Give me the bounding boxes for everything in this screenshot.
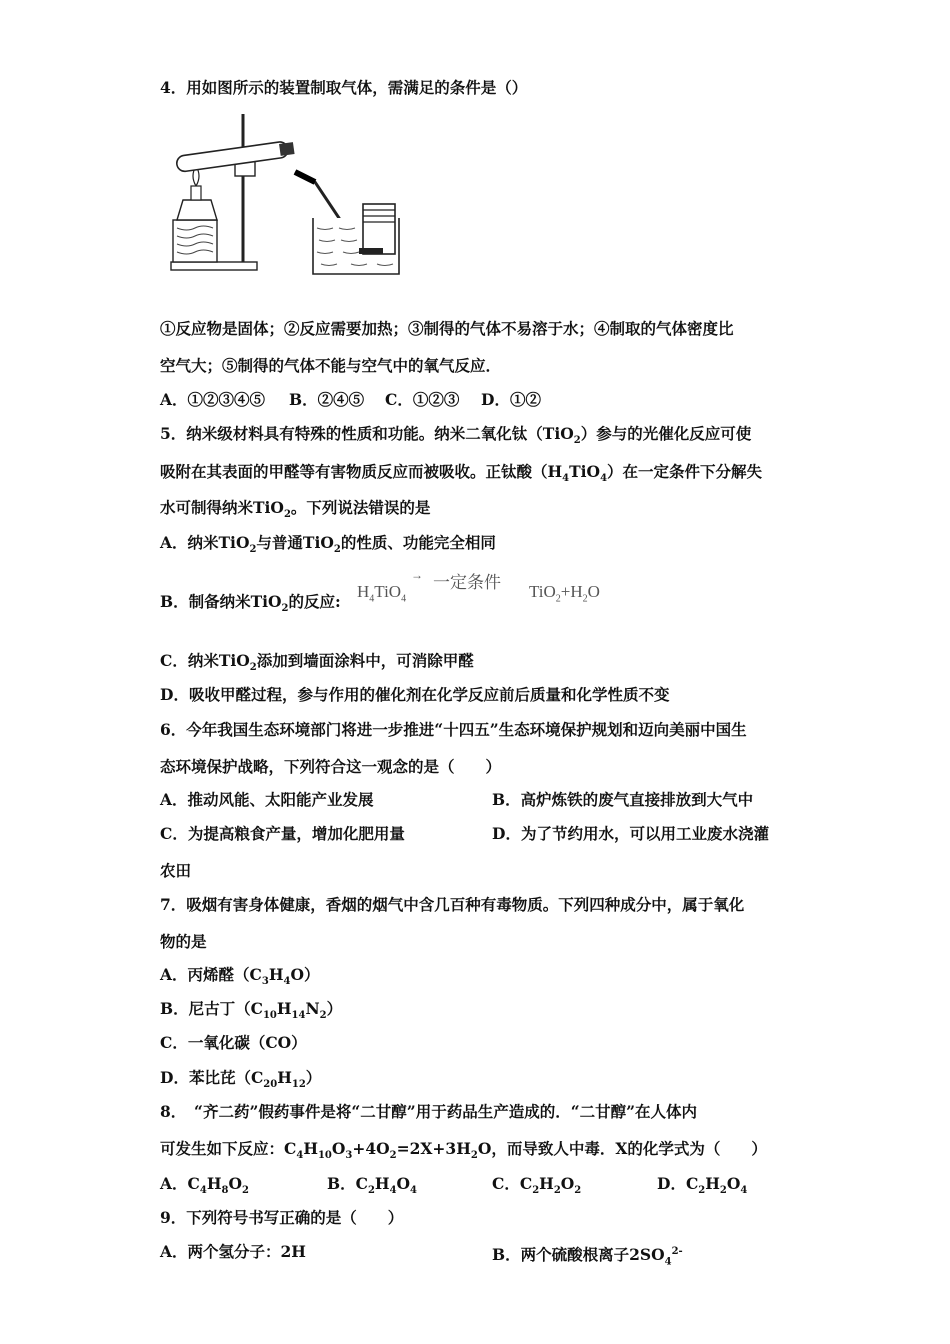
- q8-option-a[interactable]: A．$C_4H_8O_2$: [160, 1174, 249, 1197]
- q7-option-b[interactable]: B．尼古丁$(C_{10}H_{14}N_2)$: [160, 999, 343, 1022]
- eq-arrow: →: [411, 568, 423, 582]
- wooden-block: [173, 220, 217, 262]
- q8-stem-line-2: 可发生如下反应：$C_4H_{10}O_3+4O_2=2X+3H_2O$，而导致人中毒．X的化学式为（ ）: [160, 1139, 767, 1162]
- q9-stem: 9．下列符号书写正确的是（ ）: [160, 1208, 404, 1227]
- q6-option-c[interactable]: C．为提高粮食产量，增加化肥用量: [160, 824, 405, 843]
- test-tube: [176, 141, 289, 172]
- q7-option-c[interactable]: C．一氧化碳（CO）: [160, 1033, 307, 1052]
- q7-option-d[interactable]: D．苯比芘$(C_{20}H_{12})$: [160, 1068, 322, 1091]
- collection-bottle: [363, 204, 395, 254]
- gas-generation-apparatus-figure: [163, 112, 403, 277]
- eq-condition: 一定条件: [433, 573, 501, 592]
- stand-base: [171, 262, 257, 270]
- q7-stem-line-2: 物的是: [160, 932, 207, 951]
- q4-option-d[interactable]: D．①②: [481, 390, 541, 409]
- q5-option-c[interactable]: C．纳米TiO$_2$添加到墙面涂料中，可消除甲醛: [160, 651, 474, 674]
- q6-option-d[interactable]: D．为了节约用水，可以用工业废水浇灌: [492, 824, 769, 843]
- q5-stem-line-1: 5．纳米级材料具有特殊的性质和功能。纳米二氧化钛（TiO$_2$）参与的光催化反应可使: [160, 424, 752, 447]
- q4-conditions-line-2: 空气大；⑤制得的气体不能与空气中的氧气反应．: [160, 356, 502, 375]
- q4-stem: 4．用如图所示的装置制取气体，需满足的条件是（）: [160, 78, 528, 97]
- q6-option-a[interactable]: A．推动风能、太阳能产业发展: [160, 790, 374, 809]
- q6-stem-line-2: 态环境保护战略，下列符合这一观念的是（ ）: [160, 757, 502, 776]
- q6-option-b[interactable]: B．高炉炼铁的废气直接排放到大气中: [492, 790, 754, 809]
- q7-stem-line-1: 7．吸烟有害身体健康，香烟的烟气中含几百种有毒物质。下列四种成分中，属于氧化: [160, 895, 745, 914]
- q5-option-a[interactable]: A．纳米TiO$_2$与普通TiO$_2$的性质、功能完全相同: [160, 533, 496, 556]
- q5-stem-line-2: 吸附在其表面的甲醛等有害物质反应而被吸收。正钛酸$(H_4TiO_4)$在一定条件下分解失: [160, 462, 763, 485]
- q8-option-b[interactable]: B．$C_2H_4O_4$: [327, 1174, 418, 1197]
- q5-reaction-equation: [355, 568, 625, 608]
- q9-option-b[interactable]: B．两个硫酸根离子$2SO_4^{2-}$: [492, 1245, 683, 1268]
- eq-reactant: $H_4TiO_4$: [357, 582, 407, 605]
- q6-stem-line-1: 6．今年我国生态环境部门将进一步推进“十四五”生态环境保护规划和迈向美丽中国生: [160, 720, 747, 739]
- q5-option-d[interactable]: D．吸收甲醛过程，参与作用的催化剂在化学反应前后质量和化学性质不变: [160, 685, 670, 704]
- q7-option-a[interactable]: A．丙烯醛$(C_3H_4O)$: [160, 965, 320, 988]
- q4-option-b[interactable]: B．②④⑤: [289, 390, 365, 409]
- q4-option-a[interactable]: A．①②③④⑤: [160, 390, 266, 409]
- q8-option-d[interactable]: D．$C_2H_2O_4$: [657, 1174, 748, 1197]
- q4-option-c[interactable]: C．①②③: [385, 390, 460, 409]
- q6-option-d-continued: 农田: [160, 861, 192, 880]
- q8-option-c[interactable]: C．$C_2H_2O_2$: [492, 1174, 582, 1197]
- q5-stem-line-3: 水可制得纳米TiO$_2$。下列说法错误的是: [160, 498, 431, 521]
- q5-option-b[interactable]: B．制备纳米TiO$_2$的反应:: [160, 592, 341, 615]
- q8-stem-line-1: 8． “齐二药”假药事件是将“二甘醇”用于药品生产造成的．“二甘醇”在人体内: [160, 1102, 698, 1121]
- alcohol-lamp: [177, 200, 217, 220]
- q9-option-a[interactable]: A．两个氢分子：2H: [160, 1242, 306, 1261]
- stopper: [279, 142, 295, 156]
- q4-conditions-line-1: ①反应物是固体；②反应需要加热；③制得的气体不易溶于水；④制取的气体密度比: [160, 319, 734, 338]
- eq-products: $TiO_2+H_2O$: [529, 582, 600, 605]
